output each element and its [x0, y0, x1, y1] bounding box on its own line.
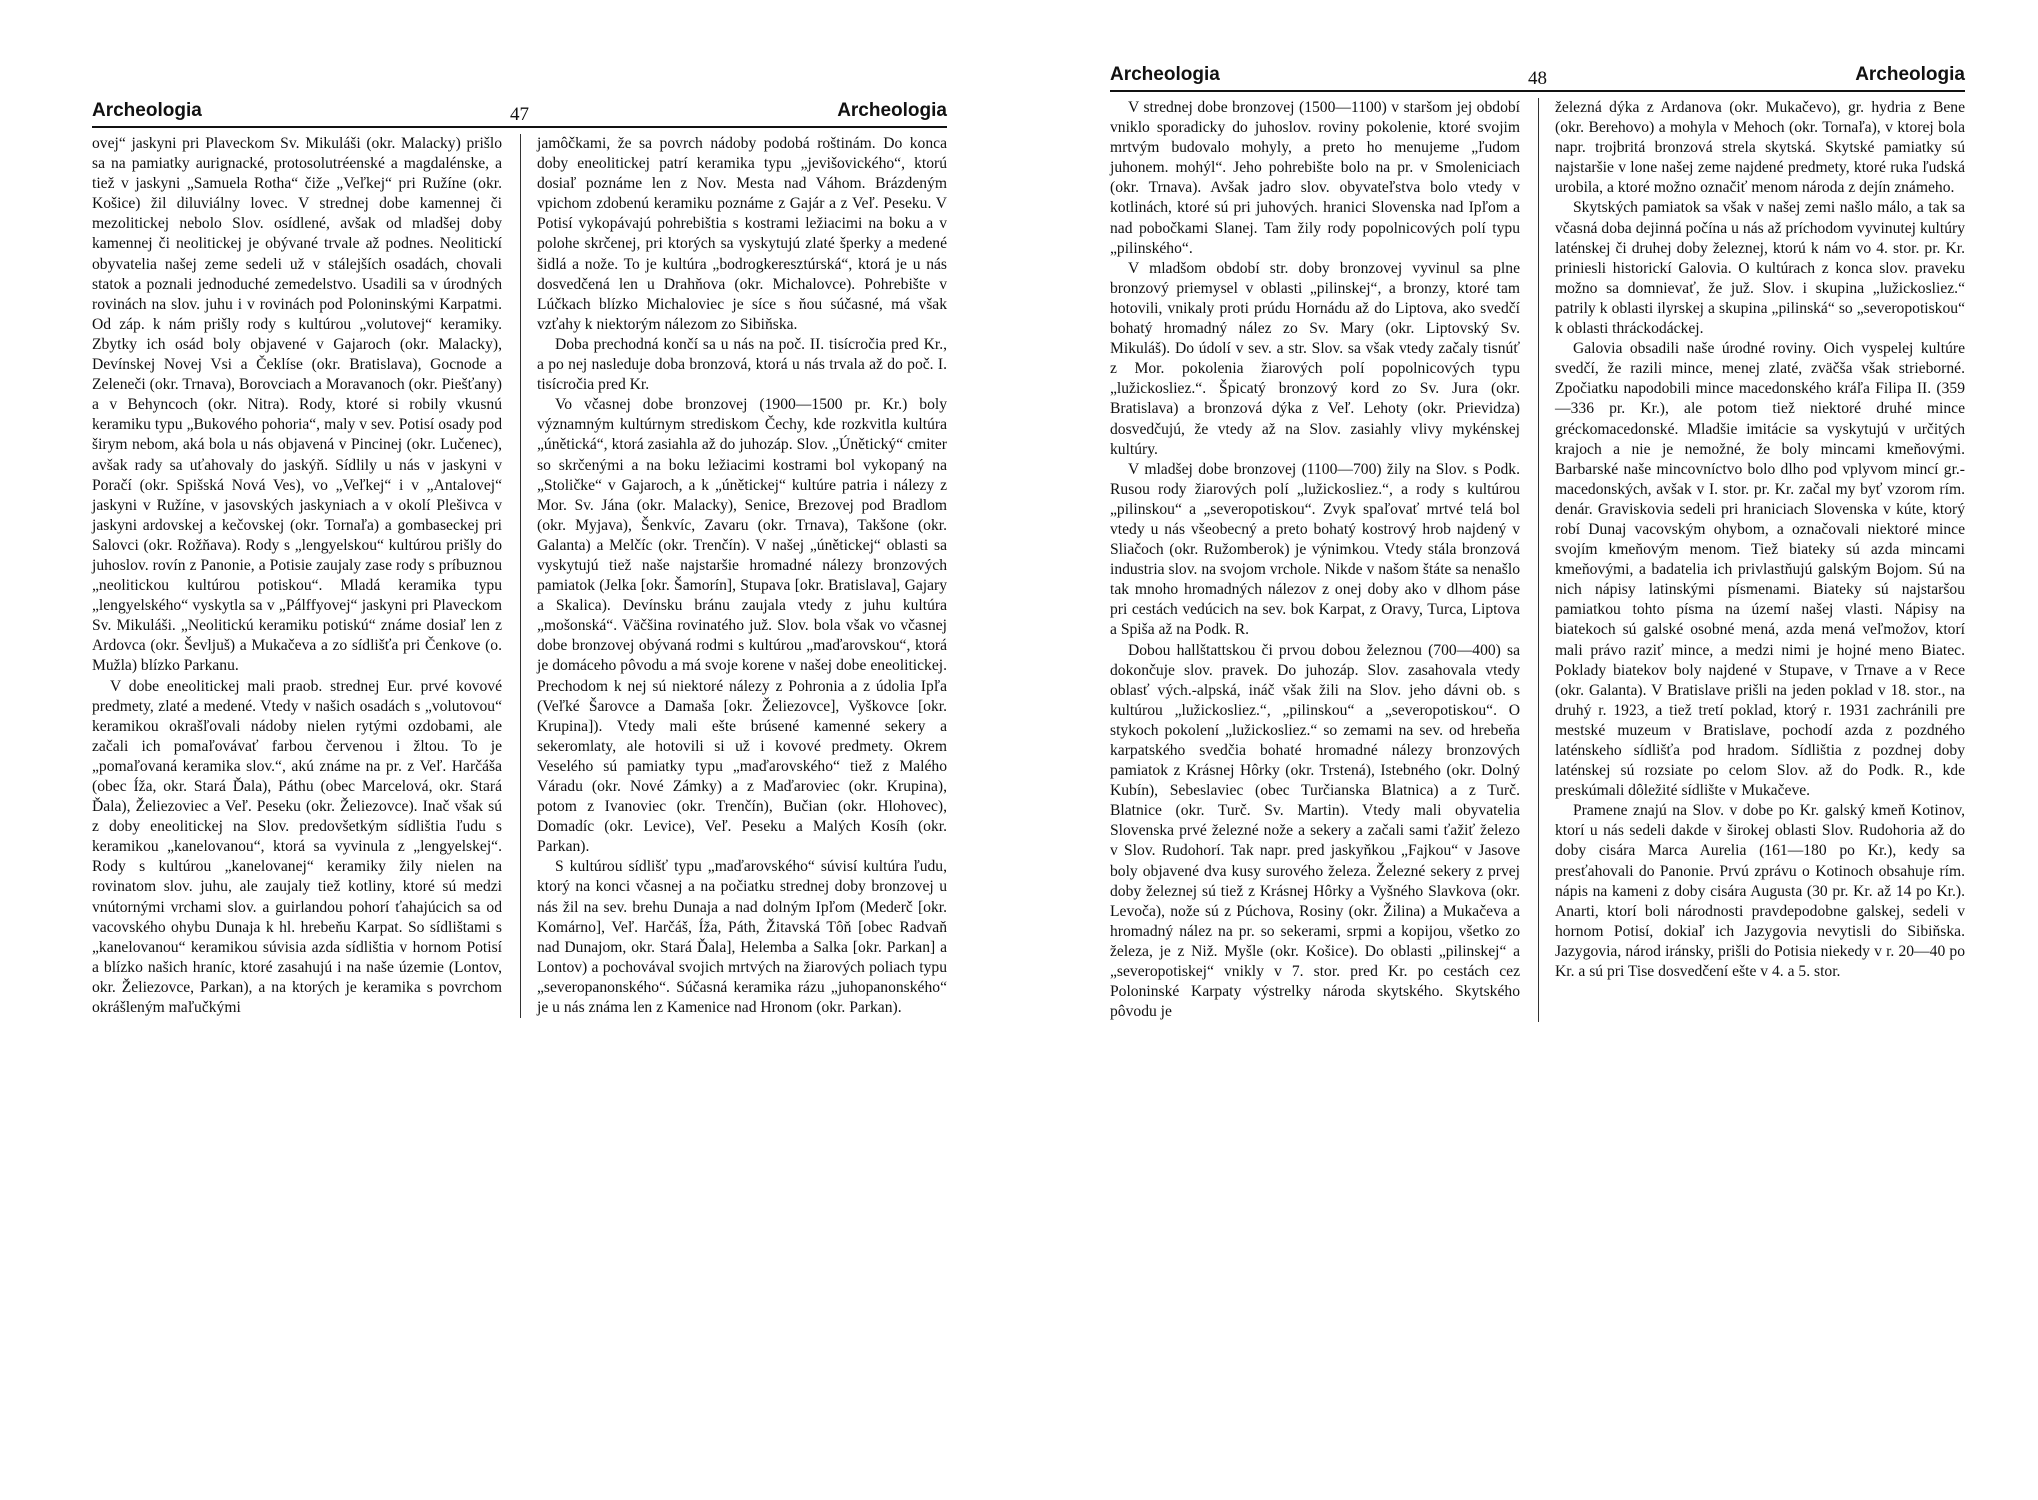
column-right: [537, 134, 947, 1018]
running-head-left: Archeologia: [92, 100, 202, 121]
paragraph: S kultúrou sídlišť typu „maďarovského“ súvisí kultúra ľudu, ktorý na konci včasnej a na počiatku strednej doby bronzovej u nás žil na sev. brehu Dunaja a nad dolným Ipľom (Mederč [okr. Komárno], Veľ. Harčáš, Íža, Páth, Žitavská Tôň [obec Radvaň nad Dunajom, okr. Stará Ďala], Helemba a Salka [okr. Parkan] a Lontov) a pochovával svojich mrtvých na žiarových poliach typu „severopanonského“. Súčasná keramika rázu „juhopanonského“ je u nás známa len z Kamenice nad Hronom (okr. Parkan).: [537, 858, 947, 1017]
paragraph: V mladšej dobe bronzovej (1100—700) žily na Slov. s Podk. Rusou rody žiarových polí „lužickosliez.“, a rody s kultúrou „pilinskou“ a „severopotiskou“. Zvyk spaľovať mrtvé telá bol vtedy u nás všeobecný a preto bohatý kostrový hrob najdený v Sliačoch (okr. Ružomberok) je výnimkou. Vtedy stála bronzová industria slov. na svojom vrchole. Nikde v našom štáte sa nenašlo tak mnoho hromadných nálezov z onej doby ako v dlhom páse pri cestách vedúcich na sev. bok Karpat, z Oravy, Turca, Liptova a Spiša až na Podk. R.: [1110, 460, 1520, 639]
paragraph: V dobe eneolitickej mali praob. strednej Eur. prvé kovové predmety, zlaté a medené. Vtedy v našich osadách s „volutovou“ keramikou okrašľovali nádoby nielen rytými ozdobami, ale začali ich pomaľovávať farbou červenou i žltou. To je „pomaľovaná keramika slov.“, akú známe na pr. z Veľ. Harčáša (obec Íža, okr. Stará Ďala), Páthu (obec Marcelová, okr. Stará Ďala), Želiezoviec a Veľ. Peseku (okr. Želiezovce). Inač však sú z doby eneolitickej na Slov. predovšetkým sídlištia ľudu s keramikou „kanelovanou“, ktorá sa vyvinula z „lengyelskej“. Rody s kultúrou „kanelovanej“ keramiky žily nielen na rovinatom slov. juhu, ale zaujaly tiež kotliny, ktoré sú medzi vnútornými vrchami slov. a guirlandou pohorí ťahajúcich sa od vacovského ohybu Dunaja k hl. hrebeňu Karpat. So sídlištami s „kanelovanou“ keramikou súvisia azda sídlištia v hornom Potisí a blízko našich hraníc, ktoré zasahujú i na naše územie (Lontov, okr. Želiezovce, Parkan), a na ktorých je keramika s povrchom okrášleným maľučkými: [92, 677, 502, 1017]
running-head-right: Archeologia: [1855, 64, 1965, 85]
text-columns: [1110, 98, 1965, 1022]
paragraph: ovej“ jaskyni pri Plaveckom Sv. Mikuláši (okr. Malacky) prišlo sa na pamiatky aurignacké, protosolutréenské a magdalénske, a tiež v jaskyni „Samuela Rotha“ čiže „Veľkej“ pri Ružíne (okr. Košice) žil diluviálny lovec. V strednej dobe kamennej či mezolitickej nebolo Slov. osídlené, avšak od mladšej doby kamennej či neolitickej je obývané trvale až podnes. Neolitickí obyvatelia našej zeme sedeli už v stálejších osadách, chovali statok a poznali jednoduché zemedelstvo. Usadili sa v úrodných rovinách na slov. juhu i v rovinách pod Poloninskými Karpatmi. Od záp. k nám prišly rody s kultúrou „volutovej“ keramiky. Zbytky ich osád boly objavené v Gajaroch (okr. Malacky), Devínskej Novej Vsi a Čeklíse (okr. Bratislava), Gocnode a Zeleneči (okr. Trnava), Borovciach a Moravanoch (okr. Piešťany) a v Behyncoch (okr. Nitra). Rody, ktoré si robily vkusnú keramiku typu „Bukového pohoria“, maly v sev. Potisí osady pod širym nebom, aká bola u nás objavená v Pincinej (okr. Lučenec), avšak rady sa uťahovaly do jaskýň. Sídlily u nás v jaskyni v Poračí (okr. Spišská Nová Ves), vo „Veľkej“ i v „Antalovej“ jaskyni v Ružíne, v jasovských jaskyniach a v okolí Plešivca v jaskyni ardovskej a kečovskej (okr. Tornaľa) a gombaseckej pri Salovci (okr. Rožňava). Rody s „lengyelskou“ kultúrou prišly do juhoslov. rovín z Panonie, a Potisie zaujaly zase rody s príbuznou „neolitickou kultúrou potiskou“. Mladá keramika typu „lengyelského“ vyskytla sa v „Pálffyovej“ jaskyni pri Plaveckom Sv. Mikuláši. „Neolitickú keramiku potiskú“ známe dosiaľ len z Ardovca (okr. Ševljuš) a Mukačeva a zo sídlišťa pri Čenkove (o. Mužla) blízko Parkanu.: [92, 135, 502, 675]
paragraph: Galovia obsadili naše úrodné roviny. Oich vyspelej kultúre svedčí, že razili mince, menej zlaté, zväčša však strieborné. Zpočiatku napodobili mince macedonského kráľa Filipa II. (359—336 pr. Kr.), ale potom tiež niektoré druhé mince gréckomacedonské. Mladšie imitácie sa vyskytujú v určitých krajoch a nie je nemožné, že boly mincami kmeňovými. Barbarské naše mincovníctvo bolo dlho pod vplyvom mincí gr.-macedonských, avšak v I. stor. pr. Kr. začal my byť vzorom rím. denár. Graviskovia sedeli pri hraniciach Slovenska v kúte, ktorý robí Dunaj vacovským ohybom, a označovali niektoré mince svojím kmeňovým menom. Tiež biateky sú azda mincami kmeňovými, a badatelia ich privlastňujú galským Bojom. Sú na nich nápisy latinskými písmenami. Biateky sú najstaršou pamiatkou tohto písma na území našej vlasti. Nápisy na biatekoch sú galské osobné mená, azda mená veľmožov, ktorí mali právo raziť mince, a medzi nimi je hojné meno Biatec. Poklady biatekov boly najdené v Stupave, v Trnave a v Rece (okr. Galanta). V Bratislave prišli na jeden poklad v 18. stor., na druhý r. 1923, a tiež tretí poklad, ktorý r. 1931 zachránili pre mestské muzeum v Bratislave, pochodí azda z pozdného laténskeho sídlišťa pod hradom. Sídlištia z pozdnej doby laténskej sú rozsiate po celom Slov. až do Podk. R., kde preskúmali dôležité sídlište v Mukačeve.: [1555, 340, 1965, 800]
paragraph: železná dýka z Ardanova (okr. Mukačevo), gr. hydria z Bene (okr. Berehovo) a mohyla v Mehoch (okr. Tornaľa), v ktorej bola napr. trojbritá bronzová strela skytská. Skytské pamiatky sú najstaršie v lone našej zeme najdené predmety, ktoré ruka ľudská urobila, a ktoré možno označiť menom národa z dejín známeho.: [1555, 99, 1965, 197]
column-left: [92, 134, 502, 1018]
left-page: [92, 98, 947, 1018]
running-head-left: Archeologia: [1110, 64, 1220, 85]
paragraph: Pramene znajú na Slov. v dobe po Kr. galský kmeň Kotinov, ktorí u nás sedeli dakde v širokej oblasti Slov. Rudohoria až do doby cisára Marca Aurelia (161—180 po Kr.), kedy sa presťahovali do Panonie. Prvú zprávu o Kotinoch obsahuje rím. nápis na kameni z doby cisára Augusta (30 pr. Kr. až 14 po Kr.). Anarti, ktorí boli národnosti pravdepodobne galskej, sedeli v hornom Potisí, dokiaľ ich Jazygovia nevytisli do Sibiňska. Jazygovia, národ iránsky, prišli do Potisia niekedy v r. 20—40 po Kr. a sú pri Tise dosvedčení ešte v 4. a 5. stor.: [1555, 802, 1965, 981]
running-head: [1110, 62, 1965, 92]
paragraph: Dobou hallštattskou či prvou dobou železnou (700—400) sa dokončuje slov. pravek. Do juhozáp. Slov. zasahovala vtedy oblasť vých.-alpská, ináč však žili na Slov. jeho dávni ob. s kultúrou „lužickosliez.“, „pilinskou“ a „severopotiskou“. O stykoch pokolení „lužickosliez.“ so zemami na sev. od hrebeňa karpatského svedčia bohaté hromadné nálezy bronzových pamiatok z Krásnej Hôrky (okr. Trstená), Istebného (okr. Dolný Kubín), Sebeslaviec (obec Turčianska Blatnica) a z Turč. Blatnice (okr. Turč. Sv. Martin). Vtedy mali obyvatelia Slovenska prvé železné nože a sekery a začali sami ťažiť železo v Slov. Rudohorí. Tak napr. pred jaskyňkou „Fajkou“ v Jasove boly objavené dva kusy surového železa. Železné sekery z prvej doby železnej sú tiež z Krásnej Hôrky a Vyšného Slavkova (okr. Levoča), nože sú z Púchova, Rosiny (okr. Žilina) a Mukačeva a hromadný nález na pr. so sekerami, srpmi a kopijou, všetko zo železa, je z Niž. Myšle (okr. Košice). Do oblasti „pilinskej“ a „severopotiskej“ vnikly v 7. stor. pred Kr. po cestách cez Poloninské Karpaty výstrelky národa skytského. Skytského pôvodu je: [1110, 641, 1520, 1021]
running-head: [92, 98, 947, 128]
page-number: 47: [510, 104, 529, 125]
paragraph: V mladšom období str. doby bronzovej vyvinul sa plne bronzový priemysel v oblasti „pilinskej“, a bronzy, ktoré tam hotovili, vnikaly proti prúdu Hornádu až do Liptova, ako svedčí bohatý hromadný nález zo Sv. Mary (okr. Liptovský Sv. Mikuláš). Do údolí v sev. a str. Slov. sa však vtedy začaly tisnúť z Mor. pokolenia žiarových polí popolnicových typu „lužickosliez.“. Špicatý bronzový kord zo Sv. Jura (okr. Bratislava) a bronzová dýka z Veľ. Lehoty (okr. Prievidza) dosvedčujú, že vtedy až na Slov. zasiahly vlivy mykénskej kultúry.: [1110, 259, 1520, 458]
paragraph: Vo včasnej dobe bronzovej (1900—1500 pr. Kr.) boly významným kultúrnym strediskom Čechy, kde rozkvitla kultúra „únětická“, ktorá zasiahla až do juhozáp. Slov. „Únětický“ cmiter so skrčenými a na boku ležiacimi kostrami bol vykopaný na „Stoličke“ v Gajaroch, a k „únětickej“ kultúre patria i nálezy z Mor. Sv. Jána (okr. Malacky), Senice, Brezovej pod Bradlom (okr. Myjava), Šenkvíc, Zavaru (okr. Trnava), Takšone (okr. Galanta) a Melčíc (okr. Trenčín). V našej „únětickej“ oblasti sa vyskytujú tiež naše najstaršie hromadné nálezy bronzových pamiatok (Jelka [okr. Šamorín], Stupava [okr. Bratislava], Gajary a Skalica). Devínsku bránu zaujala vtedy z juhu kultúra „mošonská“. Väčšina rovinatého juž. Slov. bola však vo včasnej dobe bronzovej obývaná rodmi s kultúrou „maďarovskou“, ktorá je domáceho pôvodu a má svoje korene v našej dobe eneolitickej. Prechodom k nej sú niektoré nálezy z Pohronia a z údolia Ipľa (Veľké Šarovce a Damaša [okr. Želiezovce], Vyškovce [okr. Krupina]). Vtedy mali ešte brúsené kamenné sekery a sekeromlaty, ale hotovili si už i kovové predmety. Okrem Veselého sú pamiatky typu „maďarovského“ tiež z Malého Váradu (okr. Nové Zámky) a z Maďaroviec (okr. Krupina), potom z Ivanoviec (okr. Trenčín), Bučian (okr. Hlohovec), Domadíc (okr. Levice), Veľ. Peseku a Malých Kosíh (okr. Parkan).: [537, 396, 947, 856]
paragraph: V strednej dobe bronzovej (1500—1100) v staršom jej období vniklo sporadicky do juhoslov. roviny pokolenie, ktoré svojim mrtvým budovalo mohyly, a preto ho menujeme „ľudom juhonem. mohýl“. Jeho pohrebište bolo na pr. v Smoleniciach (okr. Trnava). Avšak jadro slov. obyvateľstva bolo vtedy v kotlinách, ktoré sú pri juhových. hranici Slovenska nad Ipľom a nad pobočkami Slanej. Tam žily rody popolnicových polí typu „pilinského“.: [1110, 99, 1520, 257]
column-divider: [520, 134, 521, 1018]
text-columns: [92, 134, 947, 1018]
paragraph: jamôčkami, že sa povrch nádoby podobá roštinám. Do konca doby eneolitickej patrí keramika typu „jevišovického“, ktorú dosiaľ poznáme len z Nov. Mesta nad Váhom. Brázdeným vpichom zdobenú keramiku poznáme z Gajár a z Veľ. Peseku. V Potisí vykopávajú pohrebištia s kostrami ležiacimi na boku a v polohe skrčenej, pri ktorých sa vyskytujú zlaté šperky a medené šidlá a nože. To je kultúra „bodrogkeresztúrská“, ktorá je u nás dosvedčená len u Drahňova (okr. Michalovce). Pohrebište v Lúčkach blízko Michaloviec je síce s ňou súčasné, má však vzťahy k niektorým nálezom zo Sibiňska.: [537, 135, 947, 333]
right-page: [1110, 62, 1965, 1022]
column-right: [1555, 98, 1965, 1022]
column-divider: [1538, 98, 1539, 1022]
running-head-right: Archeologia: [837, 100, 947, 121]
column-left: [1110, 98, 1520, 1022]
page-number: 48: [1528, 68, 1547, 89]
paragraph: Skytských pamiatok sa však v našej zemi našlo málo, a tak sa včasná doba dejinná počína u nás až príchodom vyvinutej kultúry laténskej či druhej doby železnej, ktorú k nám vo 4. stor. pr. Kr. priniesli historickí Galovia. O kultúrach z konca slov. praveku možno sa domnievať, že juž. Slov. i skupina „lužickosliez.“ patrily k oblasti ilyrskej a skupina „pilinská“ so „severopotiskou“ k oblasti thráckodáckej.: [1555, 199, 1965, 338]
paragraph: Doba prechodná končí sa u nás na poč. II. tisícročia pred Kr., a po nej nasleduje doba bronzová, ktorá u nás trvala až do poč. I. tisícročia pred Kr.: [537, 335, 947, 394]
